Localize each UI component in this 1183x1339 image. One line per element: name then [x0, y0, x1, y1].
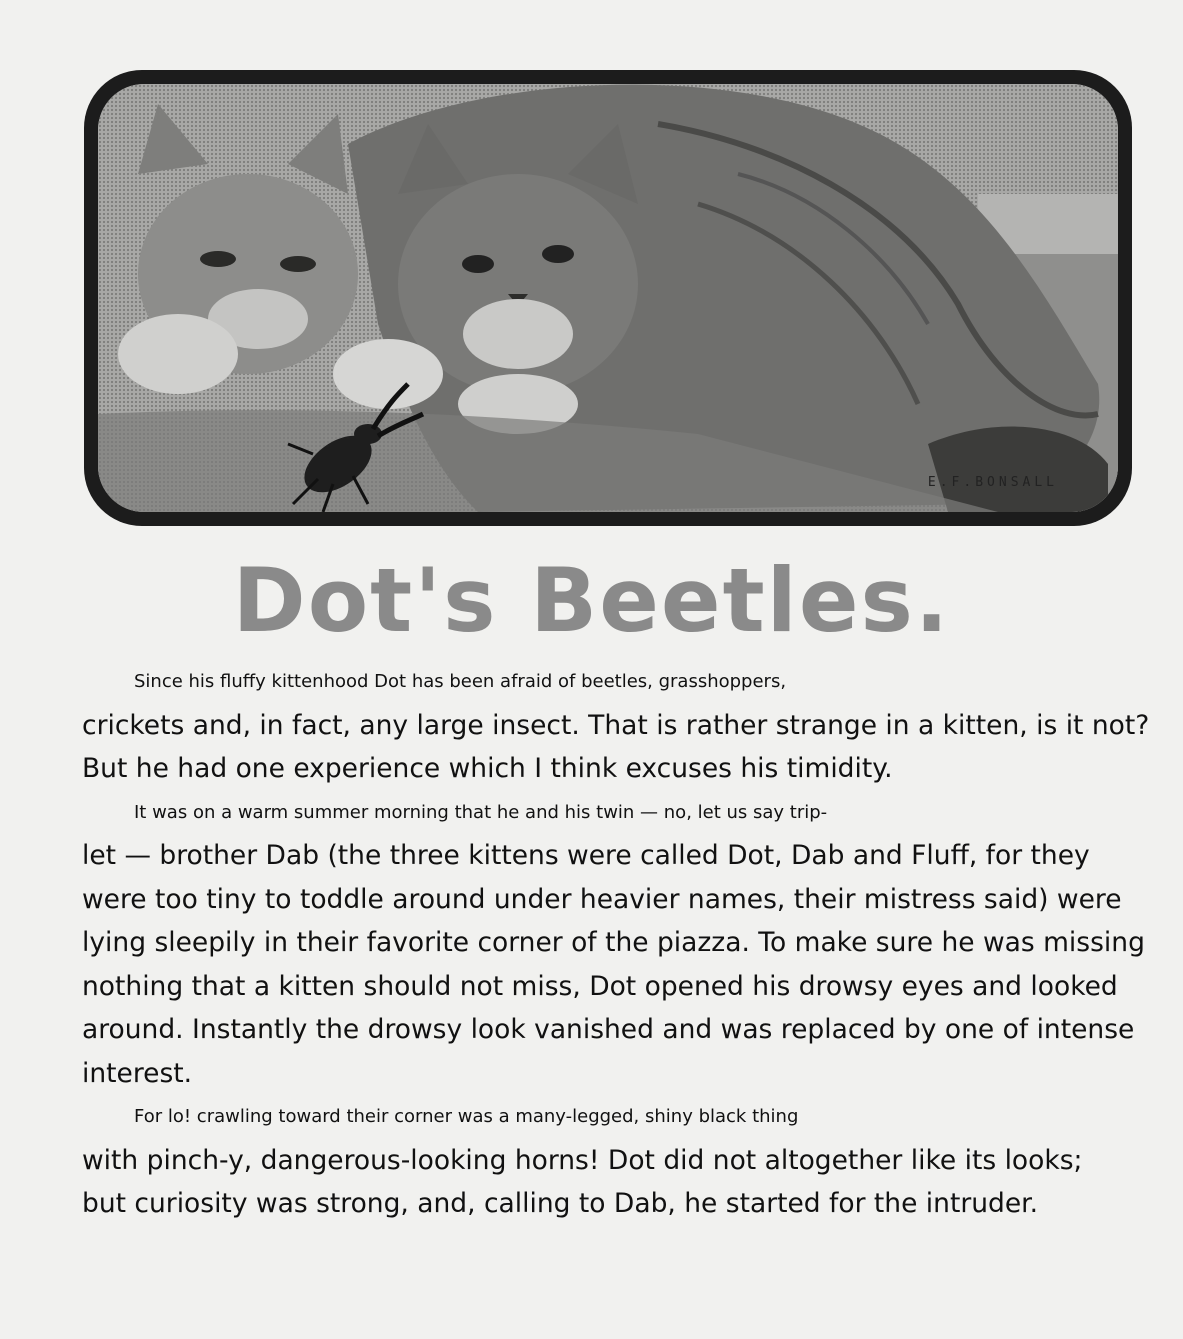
story-text: [82, 660, 1152, 1226]
text-line: For lo! crawling toward their corner was a many-legged, shiny black thing: [134, 1106, 799, 1127]
text-line: But he had one experience which I think excuses his timidity.: [82, 753, 893, 784]
text-line: were too tiny to toddle around under heavier names, their mistress said) were: [82, 883, 1122, 915]
text-line: around. Instantly the drowsy look vanished and was replaced by one of intense: [82, 1014, 1135, 1045]
illustration-drawing: [98, 84, 1118, 512]
text-line: It was on a warm summer morning that he and his twin — no, let us say trip-: [134, 801, 828, 823]
text-line: Since his fluffy kittenhood Dot has been afraid of beetles, grasshoppers,: [134, 671, 787, 692]
text-line: crickets and, in fact, any large insect. That is rather strange in a kitten, is it not?: [82, 709, 1150, 741]
text-line: interest.: [82, 1057, 193, 1089]
paragraph-1: [82, 660, 1152, 791]
paragraph-2: [82, 791, 1152, 1096]
text-line: lying sleepily in their favorite corner of the piazza. To make sure he was missing: [82, 927, 1145, 958]
paragraph-3: [82, 1095, 1152, 1226]
illustration-frame: [84, 70, 1132, 526]
artist-signature: E.F.BONSALL: [927, 475, 1058, 490]
page-title: Dot's Beetles.: [232, 549, 951, 652]
text-line: but curiosity was strong, and, calling to Dab, he started for the intruder.: [82, 1188, 1039, 1219]
text-line: let — brother Dab (the three kittens were called Dot, Dab and Fluff, for they: [82, 840, 1090, 871]
text-line: with pinch-y, dangerous-looking horns! Dot did not altogether like its looks;: [82, 1144, 1083, 1176]
text-line: nothing that a kitten should not miss, Dot opened his drowsy eyes and looked: [82, 970, 1118, 1002]
kittens-and-beetle-illustration: [98, 84, 1118, 512]
